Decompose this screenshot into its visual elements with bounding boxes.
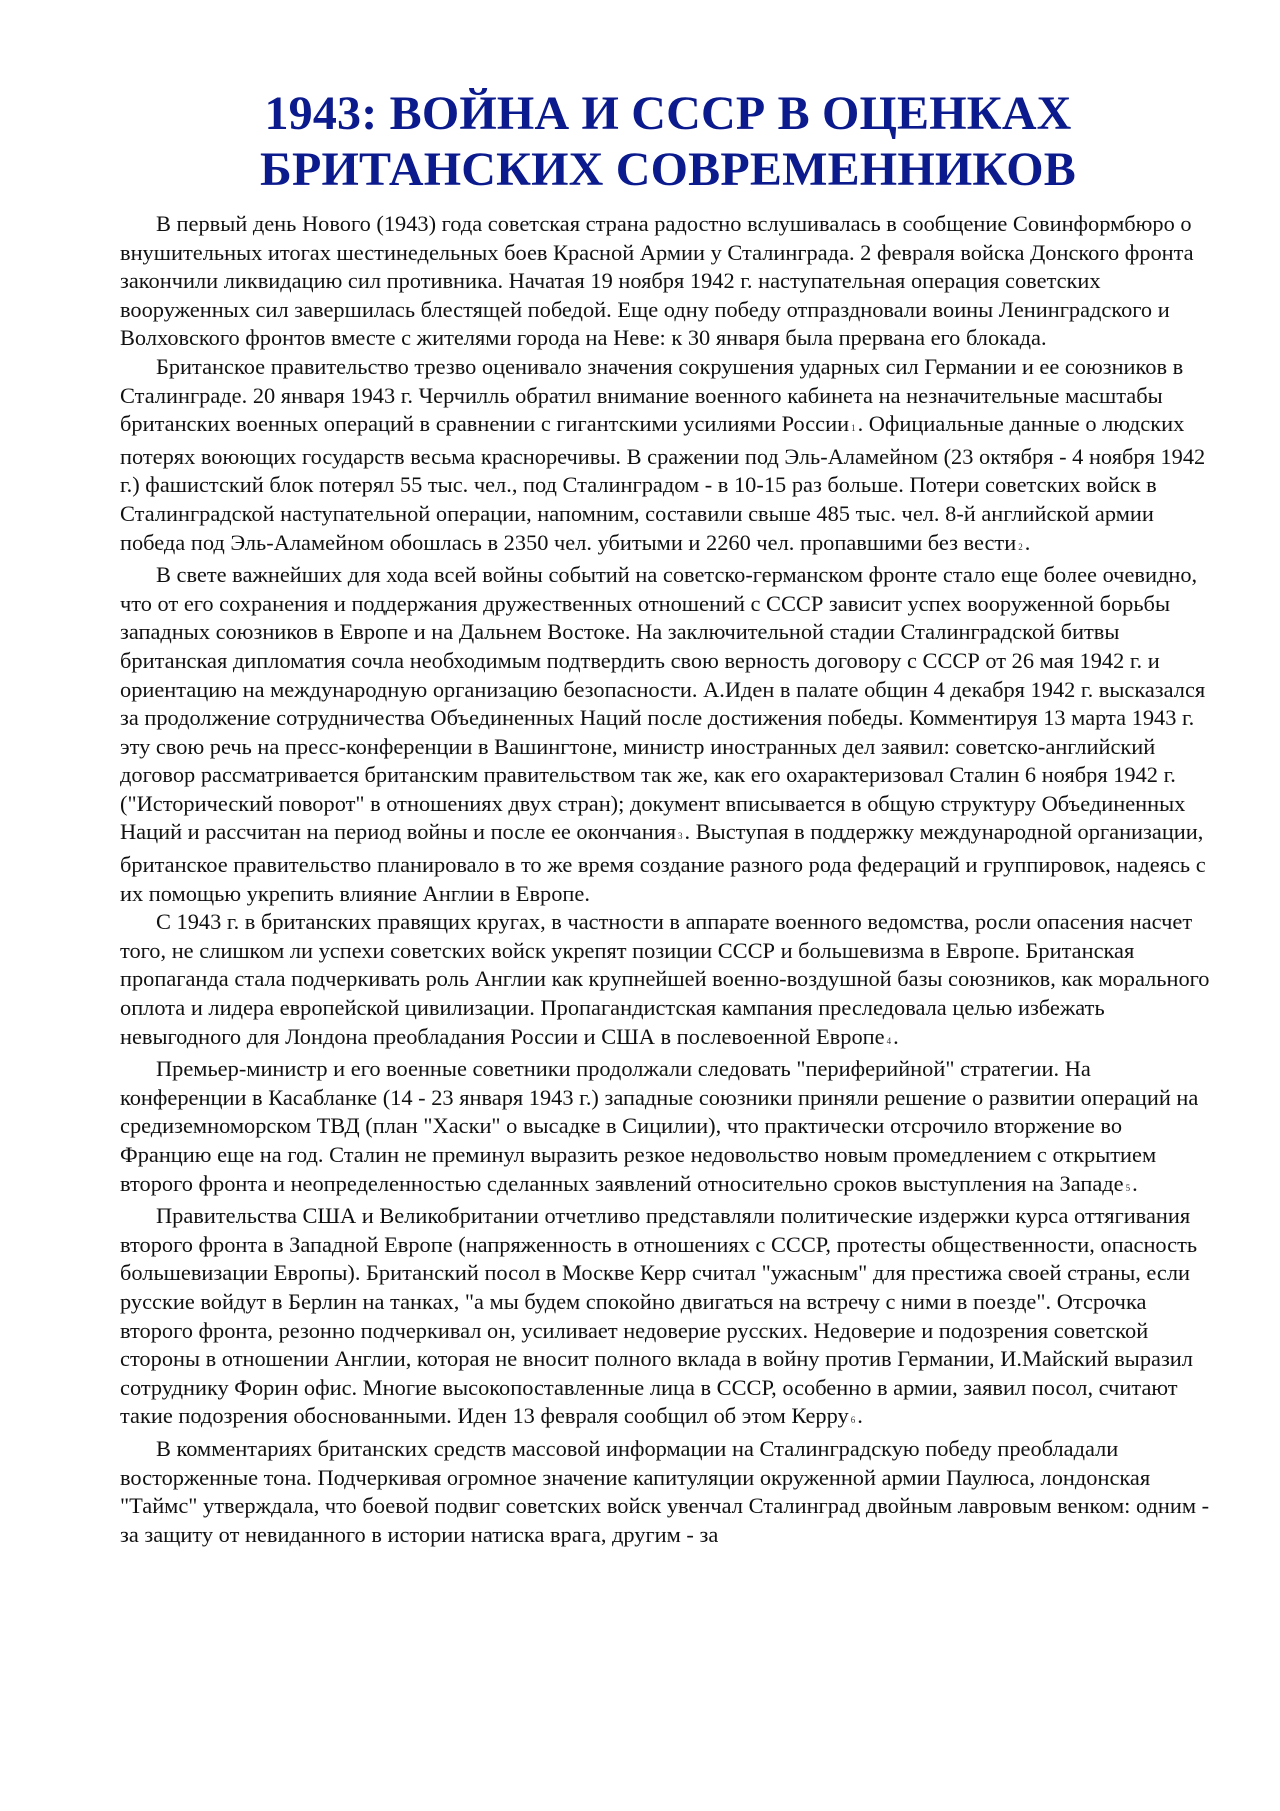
paragraph-text: . [857,1403,863,1429]
footnote-ref-6[interactable]: 6 [850,1415,856,1426]
paragraph-text: . Выступая в поддержку международной организации, британское правительство планировало в то же время создание разного рода федераций и группировок, надеясь с их помощью укрепить влияние Англии в Европе. [120,819,1206,906]
article-body [120,210,1216,1549]
document-page [120,86,1216,1549]
paragraph-6 [120,1202,1216,1435]
paragraph-text: В свете важнейших для хода всей войны событий на советско-германском фронте стало еще более очевидно, что от его сохранения и поддержания дружественных отношений с СССР зависит успех вооруженной борьбы западных союзников в Европе и на Дальнем Востоке. На заключительной стадии Сталинградской битвы британская дипломатия сочла необходимым подтвердить свою верность договору с СССР от 26 мая 1942 г. и ориентацию на международную организацию безопасности. А.Иден в палате общин 4 декабря 1942 г. высказался за продолжение сотрудничества Объединенных Наций после достижения победы. Комментируя 13 марта 1943 г. эту свою речь на пресс-конференции в Вашингтоне, министр иностранных дел заявил: советско-английский договор рассматривается британским правительством так же, как его охарактеризовал Сталин 6 ноября 1942 г. ("Исторический поворот" в отношениях двух стран); документ вписывается в общую структуру Объединенных Наций и рассчитан на период войны и после ее окончания [120,562,1206,845]
title-line-1: 1943: ВОЙНА И СССР В ОЦЕНКАХ [264,87,1072,140]
footnote-ref-5[interactable]: 5 [1125,1182,1131,1193]
paragraph-1 [120,210,1216,353]
paragraph-3 [120,561,1216,908]
paragraph-7 [120,1435,1216,1549]
footnote-ref-3[interactable]: 3 [678,831,683,842]
paragraph-text: . [1132,1170,1138,1196]
paragraph-4 [120,908,1216,1055]
paragraph-2 [120,353,1216,561]
title-line-2: БРИТАНСКИХ СОВРЕМЕННИКОВ [260,143,1076,196]
paragraph-text: Правительства США и Великобритании отчетливо представляли политические издержки курса оттягивания второго фронта в Западной Европе (напряженность в отношениях с СССР, протесты общественности, опасность большевизации Европы). Британский посол в Москве Керр считал "ужасным" для престижа своей страны, если русские войдут в Берлин на танках, "а мы будем спокойно двигаться на встречу с ними в поезде". Отсрочка второго фронта, резонно подчеркивал он, усиливает недоверие русских. Недоверие и подозрения советской стороны в отношении Англии, которая не вносит полного вклада в войну против Германии, И.Майский выразил сотруднику Форин офис. Многие высокопоставленные лица в СССР, особенно в армии, заявил посол, считают такие подозрения обоснованными. Иден 13 февраля сообщил об этом Керру [120,1203,1198,1429]
paragraph-text: . [893,1023,899,1049]
paragraph-text: С 1943 г. в британских правящих кругах, в частности в аппарате военного ведомства, росли опасения насчет того, не слишком ли успехи советских войск укрепят позиции СССР и большевизма в Европе. Британская пропаганда стала подчеркивать роль Англии как крупнейшей военно-воздушной базы союзников, как морального оплота и лидера европейской цивилизации. Пропагандистская кампания преследовала целью избежать невыгодного для Лондона преобладания России и США в послевоенной Европе [120,909,1210,1049]
page-title [120,86,1216,198]
paragraph-text: В комментариях британских средств массовой информации на Сталинградскую победу преобладали восторженные тона. Подчеркивая огромное значение капитуляции окруженной армии Паулюса, лондонская "Таймс" утверждала, что боевой подвиг советских войск увенчал Сталинград двойным лавровым венком: одним - за защиту от невиданного в истории натиска врага, другим - за [120,1435,1210,1547]
paragraph-text: . Официальные данные о людских потерях воюющих государств весьма красноречивы. В сражении под Эль-Аламейном (23 октября - 4 ноября 1942 г.) фашистский блок потерял 55 тыс. чел., под Сталинградом - в 10-15 раз больше. Потери советских войск в Сталинградской наступательной операции, напомним, составили свыше 485 тыс. чел. 8-й английской армии победа под Эль-Аламейном обошлась в 2350 чел. убитыми и 2260 чел. пропавшими без вести [120,411,1206,555]
footnote-ref-2[interactable]: 2 [1018,541,1023,552]
paragraph-text: В первый день Нового (1943) года советская страна радостно вслушивалась в сообщение Совинформбюро о внушительных итогах шестинедельных боев Красной Армии у Сталинграда. 2 февраля войска Донского фронта закончили ликвидацию сил противника. Начатая 19 ноября 1942 г. наступательная операция советских вооруженных сил завершилась блестящей победой. Еще одну победу отпраздновали воины Ленинградского и Волховского фронтов вместе с жителями города на Неве: к 30 января была прервана его блокада. [120,211,1194,351]
footnote-ref-4[interactable]: 4 [886,1035,892,1046]
footnote-ref-1[interactable]: 1 [851,423,856,434]
paragraph-text: . [1024,529,1031,555]
paragraph-text: Премьер-министр и его военные советники продолжали следовать "периферийной" стратегии. На конференции в Касабланке (14 - 23 января 1943 г.) западные союзники приняли решение о развитии операций на средиземноморском ТВД (план "Хаски" о высадке в Сицилии), что практически отсрочило вторжение во Францию еще на год. Сталин не преминул выразить резкое недовольство новым промедлением с открытием второго фронта и неопределенностью сделанных заявлений относительно сроков выступления на Западе [120,1056,1199,1196]
paragraph-5 [120,1055,1216,1202]
paragraph-text: Британское правительство трезво оценивало значения сокрушения ударных сил Германии и ее союзников в Сталинграде. 20 января 1943 г. Черчилль обратил внимание военного кабинета на незначительные масштабы британских военных операций в сравнении с гигантскими усилиями России [120,353,1184,437]
